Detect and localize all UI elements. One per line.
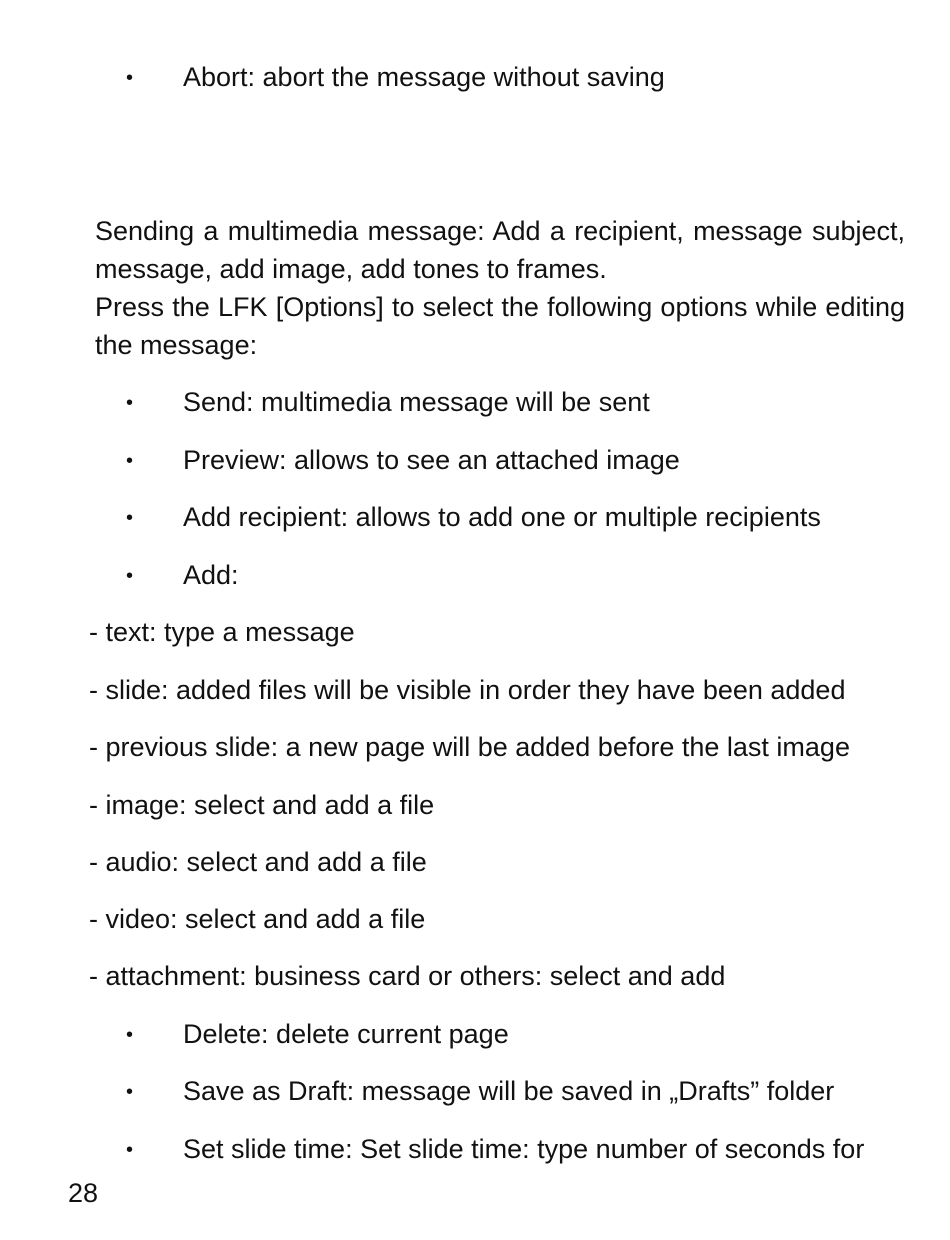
sub-item-attachment: - attachment: business card or others: select and add xyxy=(89,961,726,991)
sub-item-text: - text: type a message xyxy=(89,617,355,647)
bullet-item-save-draft: Save as Draft: message will be saved in „Drafts” folder xyxy=(183,1076,835,1106)
bullet-item-delete: Delete: delete current page xyxy=(183,1019,509,1049)
bullet-marker: • xyxy=(126,392,134,414)
bullet-marker: • xyxy=(126,1024,134,1046)
page-number: 28 xyxy=(68,1178,99,1208)
sub-item-previous-slide: - previous slide: a new page will be added before the last image xyxy=(89,732,850,762)
bullet-item-send: Send: multimedia message will be sent xyxy=(183,387,650,417)
bullet-item-set-slide-time: Set slide time: Set slide time: type number of seconds for xyxy=(183,1134,865,1164)
paragraph-options: Press the LFK [Options] to select the following options while editing the message: xyxy=(95,292,905,360)
sub-item-audio: - audio: select and add a file xyxy=(89,847,427,877)
bullet-marker: • xyxy=(126,1081,134,1103)
bullet-item-add: Add: xyxy=(183,560,239,590)
bullet-marker: • xyxy=(126,1139,134,1161)
bullet-marker: • xyxy=(126,507,134,529)
bullet-marker: • xyxy=(126,565,134,587)
bullet-marker: • xyxy=(126,450,134,472)
bullet-item-add-recipient: Add recipient: allows to add one or multiple recipients xyxy=(183,502,821,532)
paragraph-sending-mms: Sending a multimedia message: Add a recipient, message subject, message, add image, add tones to frames. xyxy=(95,216,905,284)
bullet-item-abort: Abort: abort the message without saving xyxy=(183,62,665,92)
sub-item-slide: - slide: added files will be visible in order they have been added xyxy=(89,675,846,705)
bullet-item-preview: Preview: allows to see an attached image xyxy=(183,445,680,475)
sub-item-image: - image: select and add a file xyxy=(89,790,435,820)
sub-item-video: - video: select and add a file xyxy=(89,904,426,934)
bullet-marker: • xyxy=(126,67,134,89)
